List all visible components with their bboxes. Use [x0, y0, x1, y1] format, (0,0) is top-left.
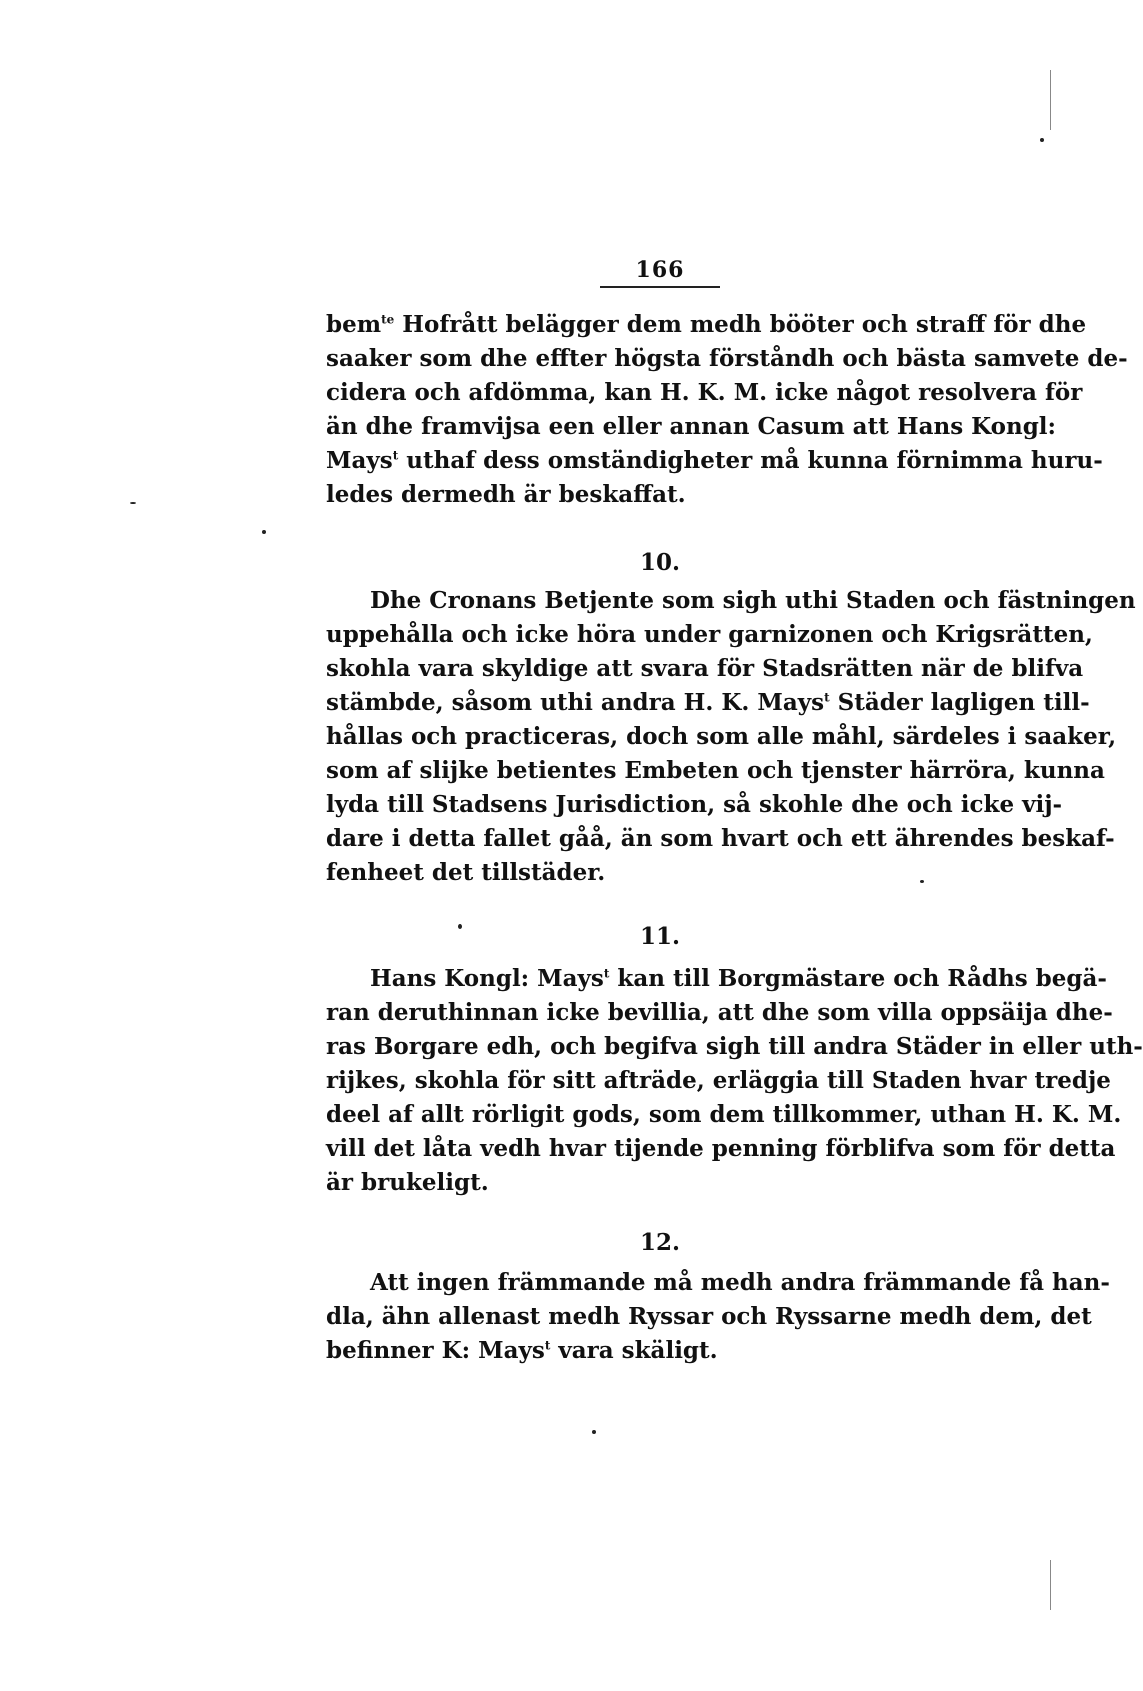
paragraph-section-11	[326, 962, 1143, 1200]
text-line: stämbde, såsom uthi andra H. K. Mays$^t$ Städer lagligen till-	[326, 689, 1090, 716]
text-line: befinner K: Mays$^t$ vara skäligt.	[326, 1337, 718, 1364]
text-line: cidera och afdömma, kan H. K. M. icke något resolvera för	[326, 379, 1083, 406]
text-line: skohla vara skyldige att svara för Stadsrätten när de blifva	[326, 655, 1084, 682]
superscript: t	[603, 966, 610, 981]
scan-speck	[262, 530, 266, 534]
text-line: ledes dermedh är beskaffat.	[326, 481, 686, 508]
text-line: saaker som dhe effter högsta förståndh och bästa samvete de-	[326, 345, 1128, 372]
superscript: te	[381, 312, 395, 327]
scan-speck	[458, 924, 462, 929]
page-edge-line	[1050, 1560, 1051, 1610]
text-line: dare i detta fallet gåå, än som hvart och ett ährendes beskaf-	[326, 825, 1115, 852]
text-line: fenheet det tillstäder.	[326, 859, 606, 886]
text-line: bem$^{te}$ Hofrått belägger dem medh bööter och straff för dhe	[326, 311, 1087, 338]
text-line: Att ingen främmande må medh andra främmande få han-	[370, 1269, 1110, 1296]
superscript: t	[544, 1338, 551, 1353]
text-line: Hans Kongl: Mays$^t$ kan till Borgmästare och Rådhs begä-	[370, 965, 1107, 992]
header-rule	[600, 286, 720, 288]
scan-speck	[592, 1430, 596, 1434]
text-line: lyda till Stadsens Jurisdiction, så skohle dhe och icke vij-	[326, 791, 1063, 818]
text-line: Dhe Cronans Betjente som sigh uthi Staden och fästningen	[370, 587, 1136, 614]
text-line: dla, ähn allenast medh Ryssar och Ryssarne medh dem, det	[326, 1303, 1092, 1330]
text-line: som af slijke betientes Embeten och tjenster härröra, kunna	[326, 757, 1105, 784]
scan-speck	[920, 880, 924, 883]
scan-speck	[130, 502, 136, 504]
text-line: uppehålla och icke höra under garnizonen och Krigsrätten,	[326, 621, 1093, 648]
paragraph-section-12	[326, 1266, 1110, 1368]
scan-speck	[1040, 138, 1044, 142]
text-line: än dhe framvijsa een eller annan Casum att Hans Kongl:	[326, 413, 1057, 440]
text-line: hållas och practiceras, doch som alle måhl, särdeles i saaker,	[326, 723, 1117, 750]
text-line: ras Borgare edh, och begifva sigh till andra Städer in eller uth-	[326, 1033, 1143, 1060]
page-number: 166	[635, 257, 685, 283]
text-line: är brukeligt.	[326, 1169, 489, 1196]
section-number-11: 11.	[639, 923, 680, 950]
text-line: Mays$^t$ uthaf dess omständigheter må kunna förnimma huru-	[326, 447, 1103, 474]
text-line: deel af allt rörligit gods, som dem tillkommer, uthan H. K. M.	[326, 1101, 1122, 1128]
text-line: vill det låta vedh hvar tijende penning förblifva som för detta	[326, 1135, 1116, 1162]
paragraph-intro	[326, 308, 1128, 512]
section-number-12: 12.	[639, 1229, 680, 1256]
superscript: t	[392, 448, 399, 463]
paragraph-section-10	[326, 584, 1136, 890]
text-line: rijkes, skohla för sitt afträde, erläggia till Staden hvar tredje	[326, 1067, 1111, 1094]
page-edge-line	[1050, 70, 1051, 130]
text-line: ran deruthinnan icke bevillia, att dhe som villa oppsäija dhe-	[326, 999, 1113, 1026]
superscript: t	[824, 690, 830, 705]
section-number-10: 10.	[639, 549, 680, 576]
